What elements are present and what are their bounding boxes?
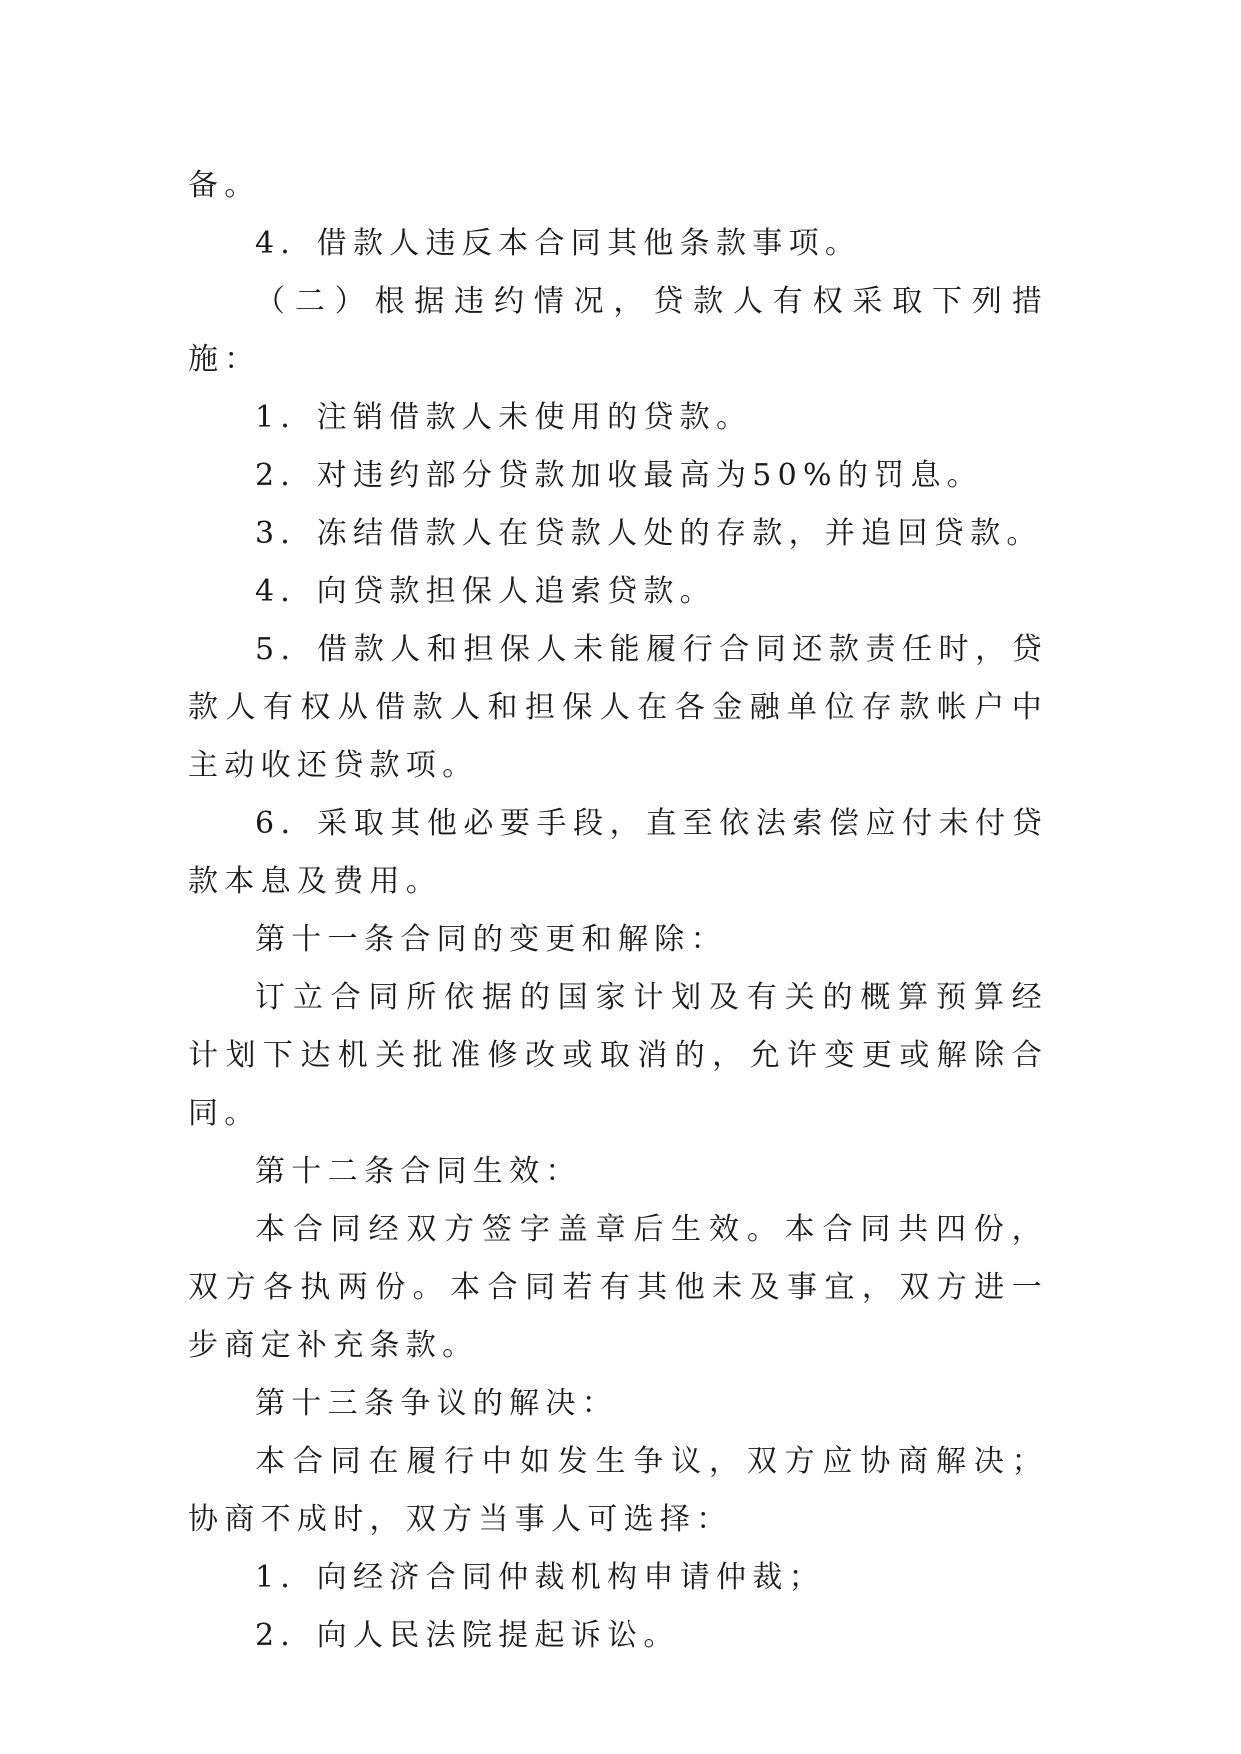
paragraph-continuation: 备。 bbox=[188, 168, 261, 203]
article-12-heading: 第十二条合同生效： bbox=[255, 1154, 582, 1189]
paragraph-measure-5: 5．借款人和担保人未能履行合同还款责任时，贷款人有权从借款人和担保人在各金融单位存款帐户中主动收还贷款项。 bbox=[188, 632, 1048, 783]
article-11-body: 订立合同所依据的国家计划及有关的概算预算经计划下达机关批准修改或取消的，允许变更或解除合同。 bbox=[188, 980, 1048, 1131]
article-12-body: 本合同经双方签字盖章后生效。本合同共四份，双方各执两份。本合同若有其他未及事宜，双方进一步商定补充条款。 bbox=[188, 1212, 1048, 1363]
paragraph-breach-item-4: 4．借款人违反本合同其他条款事项。 bbox=[255, 226, 862, 261]
paragraph-measure-6: 6．采取其他必要手段，直至依法索偿应付未付贷款本息及费用。 bbox=[188, 806, 1048, 899]
document-body bbox=[188, 157, 1048, 1665]
paragraph-measure-1: 1．注销借款人未使用的贷款。 bbox=[255, 400, 753, 435]
article-13-option-1: 1．向经济合同仲裁机构申请仲裁； bbox=[255, 1560, 825, 1595]
article-13-body: 本合同在履行中如发生争议，双方应协商解决；协商不成时，双方当事人可选择： bbox=[188, 1444, 1048, 1537]
paragraph-measures-heading: （二）根据违约情况，贷款人有权采取下列措施： bbox=[188, 284, 1048, 377]
paragraph-measure-4: 4．向贷款担保人追索贷款。 bbox=[255, 574, 716, 609]
paragraph-measure-3: 3．冻结借款人在贷款人处的存款，并追回贷款。 bbox=[255, 516, 1043, 551]
article-13-option-2: 2．向人民法院提起诉讼。 bbox=[255, 1618, 680, 1653]
article-13-heading: 第十三条争议的解决： bbox=[255, 1386, 618, 1421]
article-11-heading: 第十一条合同的变更和解除： bbox=[255, 922, 727, 957]
paragraph-measure-2: 2．对违约部分贷款加收最高为50%的罚息。 bbox=[255, 458, 984, 493]
